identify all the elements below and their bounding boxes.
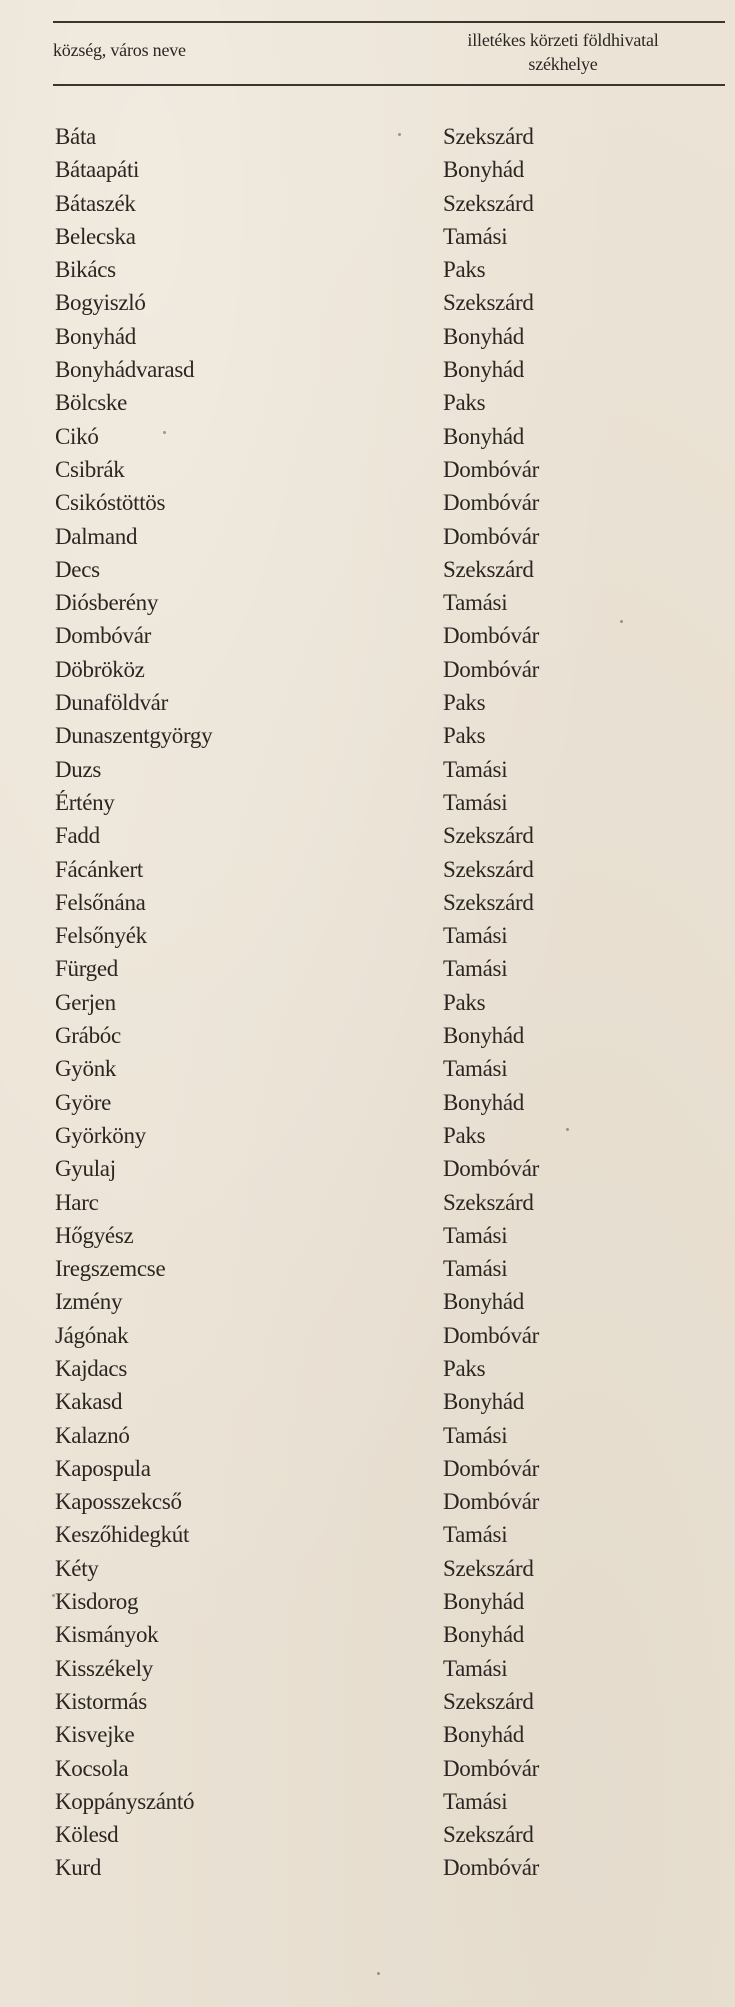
table-row: [0, 1618, 735, 1651]
table-row: [0, 1252, 735, 1285]
table-row: [0, 1285, 735, 1318]
column-header-settlement: község, város neve: [53, 40, 186, 60]
land-office-seat: Dombóvár: [443, 1322, 539, 1348]
settlement-name: Kéty: [55, 1555, 99, 1581]
land-office-seat: Szekszárd: [443, 1189, 534, 1215]
land-office-seat: Dombóvár: [443, 1755, 539, 1781]
settlement-name: Felsőnána: [55, 889, 146, 915]
land-office-seat: Szekszárd: [443, 290, 534, 316]
table-row: [0, 619, 735, 652]
header-top-rule: [53, 21, 725, 23]
settlement-name: Bikács: [55, 257, 116, 283]
table-header: [53, 26, 725, 82]
land-office-seat: Dombóvár: [443, 1489, 539, 1515]
table-row: [0, 1019, 735, 1052]
land-office-seat: Bonyhád: [443, 1389, 524, 1415]
settlement-name: Bátaapáti: [55, 157, 140, 183]
table-row: [0, 819, 735, 852]
settlement-name: Kisszékely: [55, 1655, 153, 1681]
table-row: [0, 886, 735, 919]
table-row: [0, 220, 735, 253]
settlement-name: Dombóvár: [55, 623, 151, 649]
land-office-seat: Paks: [443, 989, 486, 1015]
settlement-name: Értény: [55, 789, 115, 815]
land-office-seat: Bonyhád: [443, 157, 524, 183]
table-row: [0, 1186, 735, 1219]
settlement-name: Kisvejke: [55, 1722, 135, 1748]
settlement-name: Fadd: [55, 823, 100, 849]
land-office-seat: Tamási: [443, 1422, 508, 1448]
table-row: [0, 1086, 735, 1119]
print-speck: [163, 431, 166, 434]
header-bottom-rule: [53, 84, 725, 86]
land-office-seat: Paks: [443, 390, 486, 416]
table-row: [0, 686, 735, 719]
settlement-name: Csibrák: [55, 456, 125, 482]
table-row: [0, 420, 735, 453]
settlement-name: Bölcske: [55, 390, 127, 416]
table-row: [0, 153, 735, 186]
table-row: [0, 520, 735, 553]
table-row: [0, 253, 735, 286]
land-office-seat: Szekszárd: [443, 1555, 534, 1581]
table-row: [0, 1152, 735, 1185]
land-office-seat: Bonyhád: [443, 357, 524, 383]
land-office-seat: Dombóvár: [443, 623, 539, 649]
table-row: [0, 1818, 735, 1851]
settlement-name: Kapospula: [55, 1455, 151, 1481]
land-office-seat: Dombóvár: [443, 523, 539, 549]
table-row: [0, 486, 735, 519]
settlement-name: Duzs: [55, 756, 102, 782]
settlement-name: Hőgyész: [55, 1222, 134, 1248]
settlement-name: Kocsola: [55, 1755, 129, 1781]
settlement-name: Kölesd: [55, 1822, 119, 1848]
table-row: [0, 586, 735, 619]
land-office-seat: Tamási: [443, 1788, 508, 1814]
settlement-name: Döbrököz: [55, 656, 145, 682]
settlement-name: Kismányok: [55, 1622, 159, 1648]
settlement-name: Gyönk: [55, 1056, 117, 1082]
table-row: [0, 1352, 735, 1385]
column-header-land-office-line2: székhelye: [528, 54, 598, 74]
print-speck: [52, 1594, 55, 1597]
table-row: [0, 1452, 735, 1485]
land-office-seat: Bonyhád: [443, 1722, 524, 1748]
land-office-seat: Paks: [443, 257, 486, 283]
table-row: [0, 853, 735, 886]
table-row: [0, 719, 735, 752]
land-office-seat: Szekszárd: [443, 124, 534, 149]
settlement-name: Jágónak: [55, 1322, 129, 1348]
table-row: [0, 1219, 735, 1252]
column-header-land-office: [398, 28, 728, 76]
table-row: [0, 1752, 735, 1785]
table-row: [0, 1052, 735, 1085]
settlement-name: Kakasd: [55, 1389, 123, 1415]
print-speck: [620, 620, 623, 623]
land-office-seat: Tamási: [443, 956, 508, 982]
land-office-seat: Tamási: [443, 1655, 508, 1681]
settlement-name: Kalaznó: [55, 1422, 130, 1448]
settlement-name: Csikóstöttös: [55, 490, 166, 516]
print-speck: [377, 1972, 380, 1975]
land-office-seat: Tamási: [443, 1222, 508, 1248]
table-row: [0, 1785, 735, 1818]
land-office-seat: Paks: [443, 1122, 486, 1148]
land-office-seat: Dombóvár: [443, 656, 539, 682]
land-office-seat: Paks: [443, 723, 486, 749]
table-row: [0, 1851, 735, 1884]
land-office-seat: Paks: [443, 690, 486, 716]
land-office-seat: Dombóvár: [443, 490, 539, 516]
table-row: [0, 320, 735, 353]
land-office-seat: Bonyhád: [443, 1023, 524, 1049]
settlement-name: Belecska: [55, 223, 136, 249]
table-row: [0, 353, 735, 386]
table-row: [0, 1685, 735, 1718]
settlement-name: Iregszemcse: [55, 1256, 166, 1282]
settlement-name: Bonyhád: [55, 323, 136, 349]
land-office-seat: Bonyhád: [443, 423, 524, 449]
land-office-seat: Szekszárd: [443, 856, 534, 882]
land-office-seat: Tamási: [443, 789, 508, 815]
settlement-name: Kaposszekcső: [55, 1489, 182, 1515]
table-row: [0, 1652, 735, 1685]
settlement-name: Bátaszék: [55, 190, 136, 216]
land-office-seat: Tamási: [443, 1056, 508, 1082]
table-row: [0, 1585, 735, 1618]
land-office-seat: Tamási: [443, 756, 508, 782]
settlement-name: Felsőnyék: [55, 923, 147, 949]
table-row: [0, 1718, 735, 1751]
settlement-name: Dunaföldvár: [55, 690, 168, 716]
settlement-name: Báta: [55, 124, 96, 149]
table-row: [0, 986, 735, 1019]
settlement-name: Cikó: [55, 423, 99, 449]
table-row: [0, 1518, 735, 1551]
land-office-seat: Szekszárd: [443, 1822, 534, 1848]
land-office-seat: Szekszárd: [443, 556, 534, 582]
settlement-name: Bonyhádvarasd: [55, 357, 195, 383]
settlement-name: Fácánkert: [55, 856, 143, 882]
land-office-seat: Bonyhád: [443, 1289, 524, 1315]
settlement-name: Dunaszentgyörgy: [55, 723, 213, 749]
settlement-name: Keszőhidegkút: [55, 1522, 190, 1548]
land-office-seat: Tamási: [443, 590, 508, 616]
settlement-name: Diósberény: [55, 590, 159, 616]
settlement-name: Kurd: [55, 1855, 102, 1881]
settlement-name: Bogyiszló: [55, 290, 146, 316]
table-row: [0, 919, 735, 952]
land-office-seat: Szekszárd: [443, 823, 534, 849]
land-office-seat: Paks: [443, 1355, 486, 1381]
land-office-seat: Bonyhád: [443, 323, 524, 349]
land-office-seat: Dombóvár: [443, 456, 539, 482]
land-office-seat: Tamási: [443, 1256, 508, 1282]
table-row: [0, 1119, 735, 1152]
settlement-name: Koppányszántó: [55, 1788, 195, 1814]
settlement-name: Fürged: [55, 956, 118, 982]
column-header-land-office-line1: illetékes körzeti földhivatal: [467, 30, 659, 50]
settlement-name: Decs: [55, 556, 100, 582]
settlement-name: Grábóc: [55, 1023, 121, 1049]
land-office-seat: Bonyhád: [443, 1089, 524, 1115]
settlement-name: Györe: [55, 1089, 111, 1115]
land-office-seat: Bonyhád: [443, 1622, 524, 1648]
table-row: [0, 786, 735, 819]
land-office-seat: Bonyhád: [443, 1589, 524, 1615]
land-office-seat: Tamási: [443, 923, 508, 949]
settlement-name: Gerjen: [55, 989, 116, 1015]
table-row: [0, 187, 735, 220]
table-row: [0, 453, 735, 486]
print-speck: [566, 1128, 569, 1131]
table-row: [0, 753, 735, 786]
land-office-seat: Dombóvár: [443, 1455, 539, 1481]
settlement-name: Kisdorog: [55, 1589, 139, 1615]
table-row: [0, 1485, 735, 1518]
settlement-name: Kistormás: [55, 1688, 147, 1714]
table-row: [0, 286, 735, 319]
table-body: [0, 120, 735, 1885]
table-row: [0, 653, 735, 686]
settlement-name: Dalmand: [55, 523, 138, 549]
table-row: [0, 1319, 735, 1352]
table-row: [0, 120, 735, 153]
land-office-seat: Szekszárd: [443, 889, 534, 915]
print-speck: [398, 133, 401, 136]
table-row: [0, 952, 735, 985]
land-office-seat: Szekszárd: [443, 1688, 534, 1714]
table-row: [0, 386, 735, 419]
settlement-name: Kajdacs: [55, 1355, 127, 1381]
table-row: [0, 1385, 735, 1418]
settlement-name: Györköny: [55, 1122, 146, 1148]
settlement-name: Izmény: [55, 1289, 123, 1315]
table-row: [0, 1419, 735, 1452]
land-office-seat: Tamási: [443, 1522, 508, 1548]
settlement-name: Harc: [55, 1189, 99, 1215]
land-office-seat: Tamási: [443, 223, 508, 249]
table-row: [0, 553, 735, 586]
table-row: [0, 1552, 735, 1585]
land-office-seat: Szekszárd: [443, 190, 534, 216]
land-office-seat: Dombóvár: [443, 1855, 539, 1881]
land-office-seat: Dombóvár: [443, 1156, 539, 1182]
settlement-name: Gyulaj: [55, 1156, 116, 1182]
